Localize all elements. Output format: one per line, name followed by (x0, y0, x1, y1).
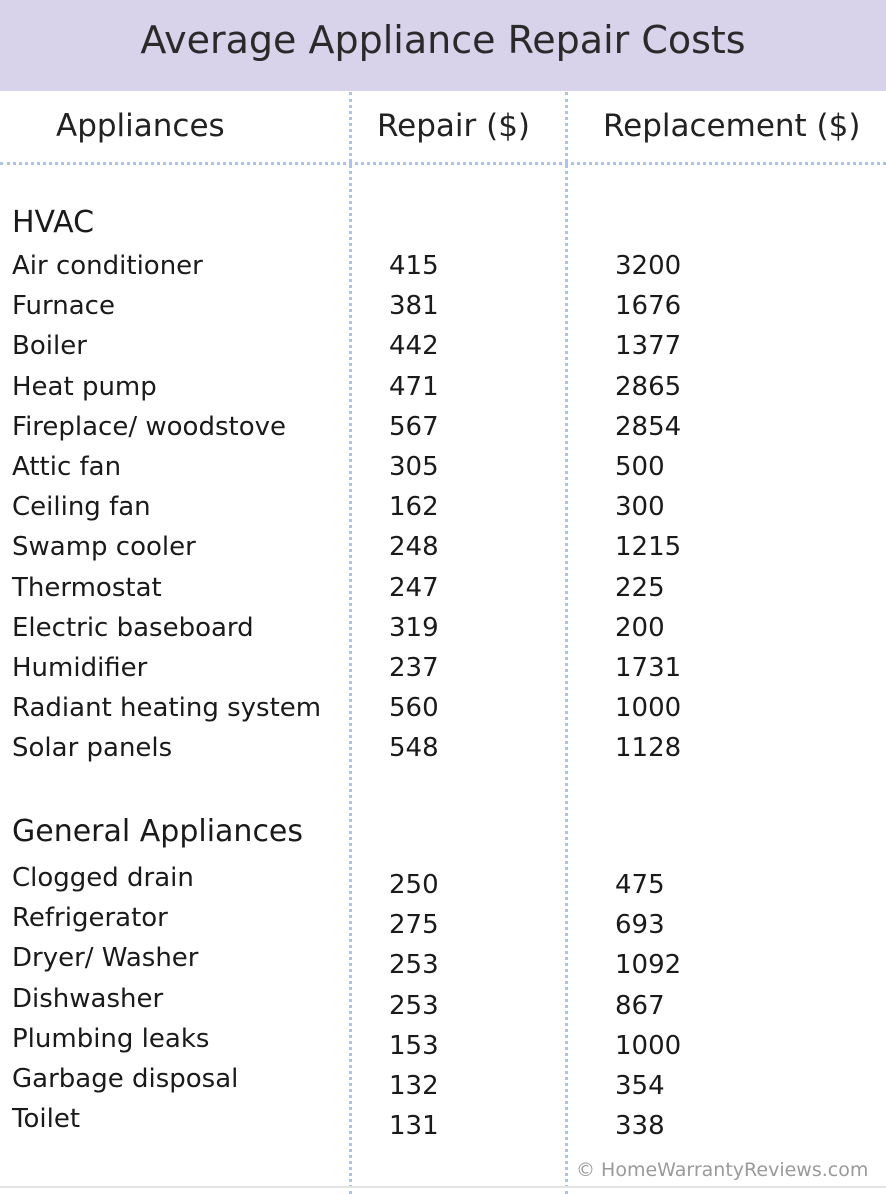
repair-cost: 253 (389, 990, 439, 1021)
repair-cost: 247 (389, 572, 439, 603)
table-row (0, 527, 886, 567)
appliance-name: Boiler (12, 331, 87, 362)
replacement-cost: 338 (615, 1111, 665, 1142)
repair-cost: 248 (389, 532, 439, 563)
repair-cost: 237 (389, 653, 439, 683)
table-row (0, 286, 886, 326)
appliance-name: Toilet (12, 1104, 81, 1135)
replacement-cost: 1092 (615, 950, 682, 981)
replacement-cost: 225 (615, 572, 665, 603)
table-row (0, 728, 886, 768)
appliance-name: Ceiling fan (12, 492, 151, 523)
appliance-name: Fireplace/ woodstove (12, 411, 286, 442)
repair-cost: 250 (389, 870, 439, 900)
repair-cost: 131 (389, 1111, 439, 1142)
repair-cost: 132 (389, 1071, 439, 1101)
section-heading-hvac: HVAC (12, 205, 95, 240)
appliance-name: Electric baseboard (12, 612, 254, 643)
replacement-cost: 475 (615, 870, 665, 900)
repair-cost: 415 (389, 251, 439, 281)
appliance-name: Dryer/ Washer (12, 943, 199, 974)
table-row (0, 938, 886, 981)
appliance-name: Thermostat (12, 572, 162, 603)
table-row (0, 1099, 886, 1142)
page-title: Average Appliance Repair Costs (140, 18, 746, 62)
appliance-name: Furnace (12, 291, 115, 322)
repair-cost: 162 (389, 492, 439, 523)
replacement-cost: 2865 (615, 371, 682, 402)
header-divider (0, 162, 886, 165)
copyright-watermark: © HomeWarrantyReviews.com (576, 1159, 869, 1181)
repair-cost: 253 (389, 950, 439, 981)
table-row (0, 407, 886, 447)
replacement-cost: 300 (615, 492, 665, 523)
replacement-cost: 693 (615, 910, 665, 941)
replacement-cost: 1731 (615, 653, 682, 683)
bottom-divider (0, 1186, 886, 1188)
replacement-cost: 1215 (615, 532, 682, 563)
section-heading-general-appliances: General Appliances (12, 814, 304, 849)
appliance-name: Solar panels (12, 733, 173, 764)
table-row (0, 1019, 886, 1059)
repair-cost: 305 (389, 452, 439, 482)
appliance-name: Garbage disposal (12, 1064, 239, 1094)
column-header-replacement: Replacement ($) (603, 108, 861, 144)
repair-cost: 381 (389, 291, 439, 322)
table-row (0, 487, 886, 527)
replacement-cost: 500 (615, 452, 665, 482)
appliance-name: Humidifier (12, 653, 148, 683)
appliance-name: Clogged drain (12, 863, 194, 893)
replacement-cost: 200 (615, 612, 665, 643)
table-row (0, 326, 886, 366)
appliance-name: Plumbing leaks (12, 1023, 210, 1054)
table-row (0, 648, 886, 688)
table-row (0, 1059, 886, 1099)
repair-cost: 567 (389, 411, 439, 442)
table-row (0, 246, 886, 286)
table-row (0, 608, 886, 648)
repair-cost: 471 (389, 371, 439, 402)
appliance-name: Swamp cooler (12, 532, 196, 563)
replacement-cost: 1377 (615, 331, 682, 362)
replacement-cost: 1000 (615, 693, 682, 724)
table-row (0, 447, 886, 487)
replacement-cost: 1676 (615, 291, 682, 322)
appliance-name: Radiant heating system (12, 693, 322, 724)
repair-cost: 442 (389, 331, 439, 362)
table-row (0, 979, 886, 1019)
table-row (0, 367, 886, 407)
table-row (0, 858, 886, 898)
replacement-cost: 3200 (615, 251, 682, 281)
appliance-name: Dishwasher (12, 983, 164, 1014)
table-row (0, 898, 886, 941)
repair-cost: 153 (389, 1030, 439, 1061)
replacement-cost: 867 (615, 990, 665, 1021)
repair-cost: 560 (389, 693, 439, 724)
repair-cost: 319 (389, 612, 439, 643)
table-row (0, 688, 886, 728)
appliance-name: Air conditioner (12, 251, 203, 281)
replacement-cost: 1128 (615, 733, 682, 764)
repair-cost: 548 (389, 733, 439, 764)
appliance-name: Heat pump (12, 371, 157, 402)
table-row (0, 568, 886, 608)
replacement-cost: 1000 (615, 1030, 682, 1061)
column-header-appliances: Appliances (56, 108, 225, 144)
appliance-name: Refrigerator (12, 903, 168, 934)
replacement-cost: 354 (615, 1071, 665, 1101)
repair-cost: 275 (389, 910, 439, 941)
replacement-cost: 2854 (615, 411, 682, 442)
appliance-name: Attic fan (12, 452, 122, 482)
column-header-repair: Repair ($) (377, 108, 531, 144)
